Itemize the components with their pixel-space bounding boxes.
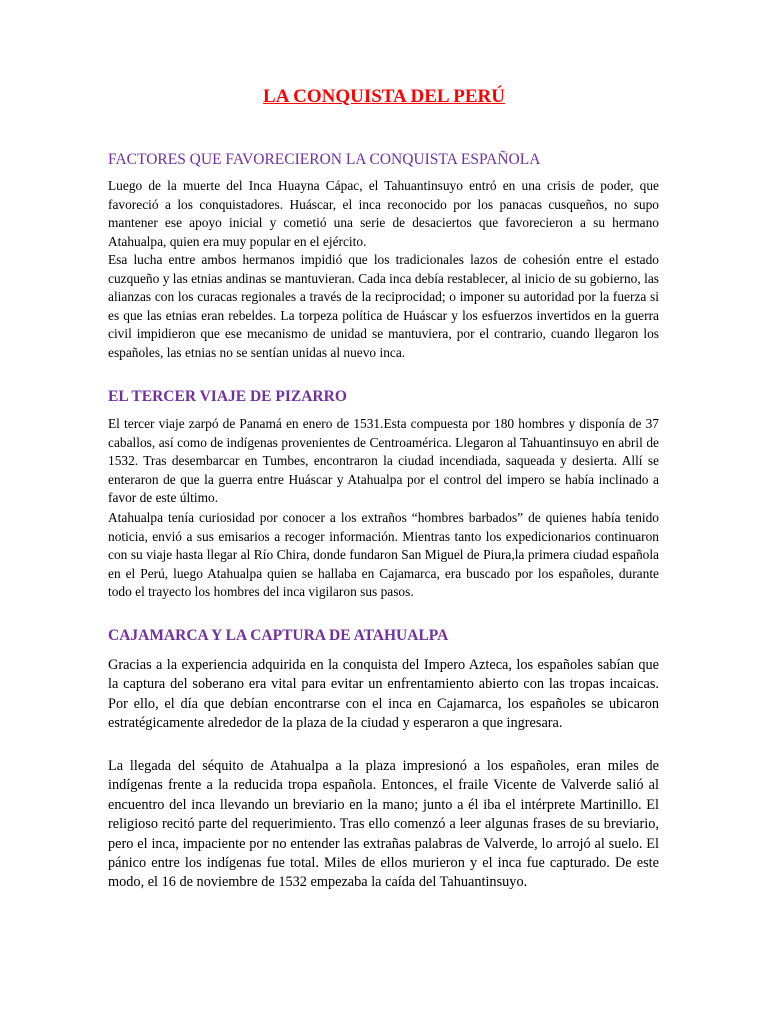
document-title: LA CONQUISTA DEL PERÚ <box>263 86 505 107</box>
paragraph: Atahualpa tenía curiosidad por conocer a los extraños “hombres barbados” de quienes había tenido noticia, envió a sus emisarios a recoger información. Mientras tanto los expedicionarios continuaron con su viaje hasta llegar al Río Chira, donde fundaron San Miguel de Piura,la primera ciudad española en el Perú, luego Atahualpa quien se hallaba en Cajamarca, era buscado por los españoles, durante todo el trayecto los hombres del inca vigilaron sus pasos. <box>108 510 659 600</box>
section-heading-factores: FACTORES QUE FAVORECIERON LA CONQUISTA ESPAÑOLA <box>108 151 541 168</box>
paragraph: Luego de la muerte del Inca Huayna Cápac, el Tahuantinsuyo entró en una crisis de poder, que favoreció a los conquistadores. Huáscar, el inca reconocido por los panacas cusqueños, no supo mantener ese apoyo inicial y cometió una serie de desaciertos que favorecieron a su hermano Atahualpa, quien era muy popular en el ejército. <box>108 178 659 249</box>
paragraph: El tercer viaje zarpó de Panamá en enero de 1531.Esta compuesta por 180 hombres y disponía de 37 caballos, así como de indígenas provenientes de Centroamérica. Llegaron al Tahuantinsuyo en abril de 1532. Tras desembarcar en Tumbes, encontraron la ciudad incendiada, saqueada y desierta. Allí se enteraron de que la guerra entre Huáscar y Atahualpa por el control del impero se había inclinado a favor de este último. <box>108 416 659 506</box>
paragraph: Gracias a la experiencia adquirida en la conquista del Impero Azteca, los españoles sabían que la captura del soberano era vital para evitar un enfrentamiento abierto con las tropas incaicas. Por ello, el día que debían encontrarse con el inca en Cajamarca, los españoles se ubicaron estratégicamente alrededor de la plaza de la ciudad y esperaron a que ingresara. <box>108 657 659 732</box>
paragraph: Esa lucha entre ambos hermanos impidió que los tradicionales lazos de cohesión entre el estado cuzqueño y las etnias andinas se mantuvieran. Cada inca debía restablecer, al inicio de su gobierno, las alianzas con los curacas regionales a través de la reciprocidad; o imponer su autoridad por la fuerza si es que las etnias eran rebeldes. La torpeza política de Huáscar y los esfuerzos invertidos en la guerra civil impidieron que ese mecanismo de unidad se mantuviera, por el contrario, cuando llegaron los españoles, las etnias no se sentían unidas al nuevo inca. <box>108 252 659 360</box>
section-heading-tercer-viaje: EL TERCER VIAJE DE PIZARRO <box>108 388 347 405</box>
paragraph: La llegada del séquito de Atahualpa a la plaza impresionó a los españoles, eran miles de indígenas frente a la reducida tropa española. Entonces, el fraile Vicente de Valverde salió al encuentro del inca llevando un breviario en la mano; junto a él iba el intérprete Martinillo. El religioso recitó parte del requerimiento. Tras ello comenzó a leer algunas frases de su breviario, pero el inca, impaciente por no entender las extrañas palabras de Valverde, lo arrojó al suelo. El pánico entre los indígenas fue total. Miles de ellos murieron y el inca fue capturado. De este modo, el 16 de noviembre de 1532 empezaba la caída del Tahuantinsuyo. <box>108 758 659 891</box>
section-heading-cajamarca: CAJAMARCA Y LA CAPTURA DE ATAHUALPA <box>108 627 449 644</box>
